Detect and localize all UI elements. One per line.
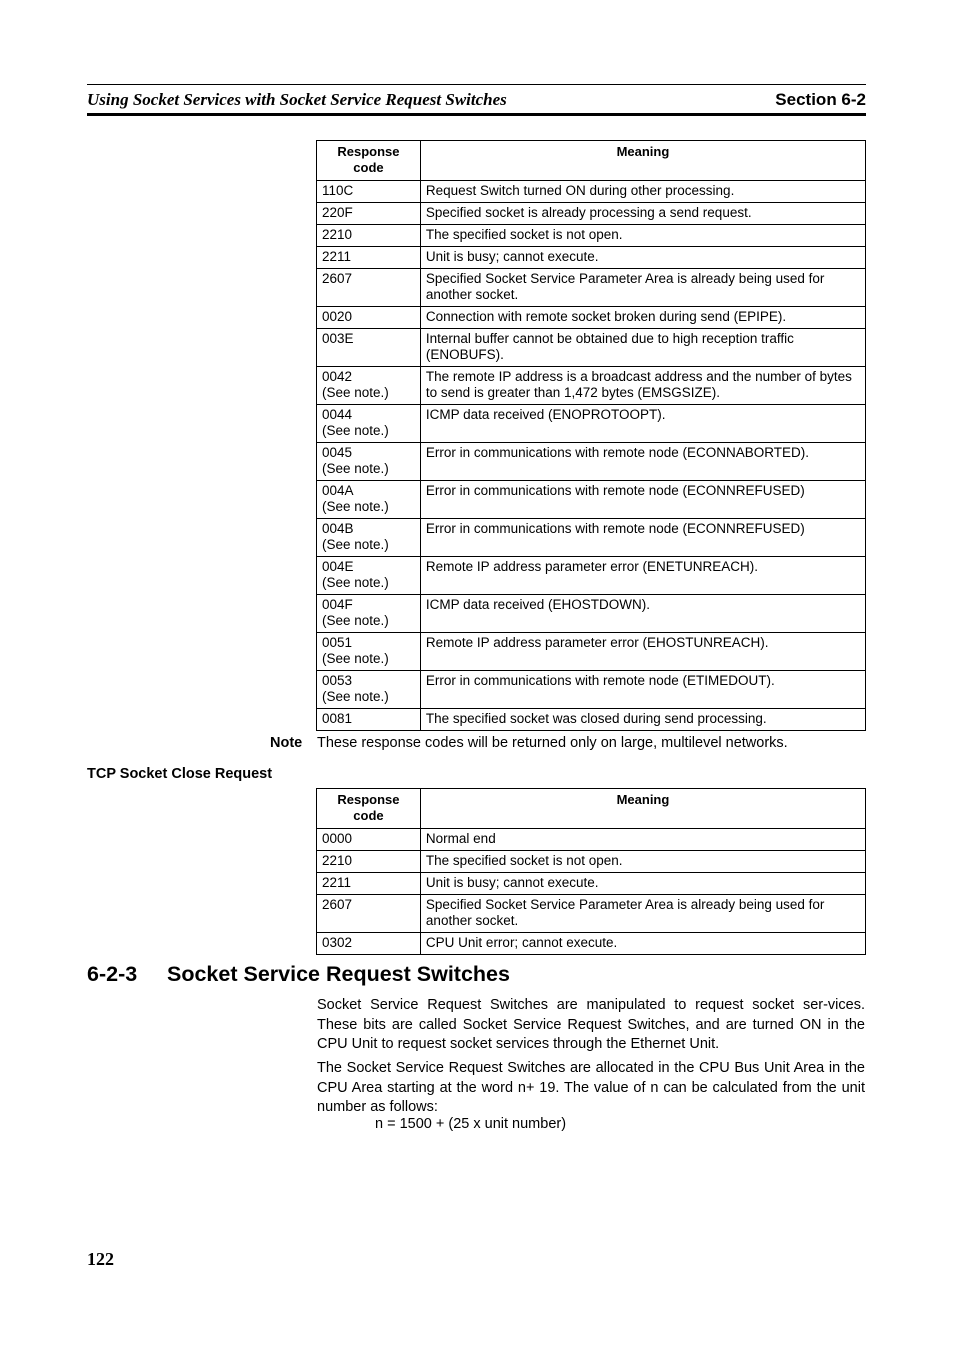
response-code: 2607 <box>322 271 353 286</box>
response-code-cell <box>317 181 421 203</box>
response-code-cell <box>317 405 421 443</box>
response-code-cell <box>317 519 421 557</box>
response-code-cell <box>317 671 421 709</box>
response-code-cell <box>317 203 421 225</box>
table-row <box>317 329 866 367</box>
section-title: Socket Service Request Switches <box>167 962 510 986</box>
response-code-cell <box>317 225 421 247</box>
see-note-reference: (See note.) <box>322 385 389 400</box>
header-rule-bottom <box>87 113 866 116</box>
see-note-reference: (See note.) <box>322 575 389 590</box>
table-header-row <box>317 141 866 181</box>
response-code: 2210 <box>322 227 353 242</box>
response-code-cell <box>317 851 421 873</box>
table-header-row <box>317 789 866 829</box>
paragraph-intro: Socket Service Request Switches are manipulated to request socket ser-vices. These bits are called Socket Service Request Switches, and are turned ON in the CPU Unit to request socket services through the Ethernet Unit. <box>317 997 865 1052</box>
see-note-reference: (See note.) <box>322 613 389 628</box>
see-note-reference: (See note.) <box>322 537 389 552</box>
column-header-response-code: Response code <box>317 141 421 181</box>
table-row <box>317 405 866 443</box>
meaning-cell: The specified socket is not open. <box>420 851 865 873</box>
table-row <box>317 671 866 709</box>
table-row <box>317 709 866 731</box>
table-row <box>317 481 866 519</box>
meaning-cell: Error in communications with remote node (ECONNREFUSED) <box>420 481 865 519</box>
page-number: 122 <box>87 1249 114 1269</box>
table-row <box>317 633 866 671</box>
table-row <box>317 181 866 203</box>
meaning-cell: Connection with remote socket broken during send (EPIPE). <box>420 307 865 329</box>
paragraph-allocation: The Socket Service Request Switches are allocated in the CPU Bus Unit Area in the CPU Area starting at the word n+ 19. The value of n can be calculated from the unit number as follows: <box>317 1060 865 1115</box>
meaning-cell: Error in communications with remote node (ECONNABORTED). <box>420 443 865 481</box>
meaning-cell: Request Switch turned ON during other processing. <box>420 181 865 203</box>
response-code: 2211 <box>322 875 352 890</box>
formula: n = 1500 + (25 x unit number) <box>375 1116 567 1132</box>
response-code-table-send <box>316 140 866 731</box>
meaning-cell: Unit is busy; cannot execute. <box>420 873 865 895</box>
response-code-cell <box>317 709 421 731</box>
meaning-cell: Internal buffer cannot be obtained due to high reception traffic (ENOBUFS). <box>420 329 865 367</box>
note-label: Note <box>270 735 303 751</box>
response-code: 004F <box>322 597 353 612</box>
meaning-cell: ICMP data received (ENOPROTOOPT). <box>420 405 865 443</box>
meaning-cell: Specified Socket Service Parameter Area is already being used for another socket. <box>420 269 865 307</box>
meaning-cell: Error in communications with remote node (ECONNREFUSED) <box>420 519 865 557</box>
response-code: 2211 <box>322 249 352 264</box>
running-header-title: Using Socket Services with Socket Service Request Switches <box>87 90 507 109</box>
response-code-cell <box>317 933 421 955</box>
subheading-tcp-socket-close: TCP Socket Close Request <box>87 766 273 782</box>
table-row <box>317 367 866 405</box>
meaning-cell: Specified Socket Service Parameter Area is already being used for another socket. <box>420 895 865 933</box>
table-row <box>317 829 866 851</box>
table-row <box>317 307 866 329</box>
table-row <box>317 225 866 247</box>
see-note-reference: (See note.) <box>322 499 389 514</box>
see-note-reference: (See note.) <box>322 689 389 704</box>
response-code-cell <box>317 873 421 895</box>
response-code: 0053 <box>322 673 353 688</box>
response-code-cell <box>317 829 421 851</box>
meaning-cell: CPU Unit error; cannot execute. <box>420 933 865 955</box>
response-code-cell <box>317 329 421 367</box>
note-text: These response codes will be returned only on large, multilevel networks. <box>317 735 788 751</box>
running-header-section: Section 6-2 <box>775 90 866 109</box>
response-code-cell <box>317 307 421 329</box>
see-note-reference: (See note.) <box>322 461 389 476</box>
response-code-table-close <box>316 788 866 955</box>
meaning-cell: The specified socket was closed during send processing. <box>420 709 865 731</box>
response-code: 0044 <box>322 407 353 422</box>
meaning-cell: Specified socket is already processing a send request. <box>420 203 865 225</box>
response-code: 110C <box>322 183 354 198</box>
header-rule-top <box>87 84 866 85</box>
response-code: 0302 <box>322 935 353 950</box>
table-row <box>317 519 866 557</box>
table-row <box>317 269 866 307</box>
table-row <box>317 443 866 481</box>
column-header-meaning: Meaning <box>420 141 865 181</box>
table-row <box>317 557 866 595</box>
see-note-reference: (See note.) <box>322 423 389 438</box>
response-code: 2607 <box>322 897 353 912</box>
response-code-cell <box>317 595 421 633</box>
response-code: 004B <box>322 521 354 536</box>
column-header-meaning: Meaning <box>420 789 865 829</box>
see-note-reference: (See note.) <box>322 651 389 666</box>
table-row <box>317 851 866 873</box>
response-code-cell <box>317 895 421 933</box>
table-row <box>317 895 866 933</box>
response-code: 0020 <box>322 309 353 324</box>
response-code: 003E <box>322 331 354 346</box>
response-code: 0045 <box>322 445 353 460</box>
table-row <box>317 933 866 955</box>
response-code: 004E <box>322 559 354 574</box>
response-code-cell <box>317 247 421 269</box>
meaning-cell: Error in communications with remote node (ETIMEDOUT). <box>420 671 865 709</box>
response-code: 0000 <box>322 831 353 846</box>
response-code: 0081 <box>322 711 353 726</box>
response-code-cell <box>317 443 421 481</box>
response-code-cell <box>317 633 421 671</box>
response-code-cell <box>317 367 421 405</box>
meaning-cell: Unit is busy; cannot execute. <box>420 247 865 269</box>
meaning-cell: ICMP data received (EHOSTDOWN). <box>420 595 865 633</box>
meaning-cell: Normal end <box>420 829 865 851</box>
section-number: 6-2-3 <box>87 962 138 986</box>
response-code-cell <box>317 269 421 307</box>
response-code: 220F <box>322 205 353 220</box>
response-code-cell <box>317 557 421 595</box>
table-row <box>317 247 866 269</box>
table-row <box>317 873 866 895</box>
response-code-cell <box>317 481 421 519</box>
response-code: 2210 <box>322 853 353 868</box>
meaning-cell: Remote IP address parameter error (EHOSTUNREACH). <box>420 633 865 671</box>
response-code: 0051 <box>322 635 353 650</box>
meaning-cell: The remote IP address is a broadcast address and the number of bytes to send is greater than 1,472 bytes (EMSGSIZE). <box>420 367 865 405</box>
table-row <box>317 203 866 225</box>
meaning-cell: Remote IP address parameter error (ENETUNREACH). <box>420 557 865 595</box>
response-code: 0042 <box>322 369 353 384</box>
column-header-response-code: Response code <box>317 789 421 829</box>
response-code: 004A <box>322 483 354 498</box>
table-row <box>317 595 866 633</box>
meaning-cell: The specified socket is not open. <box>420 225 865 247</box>
